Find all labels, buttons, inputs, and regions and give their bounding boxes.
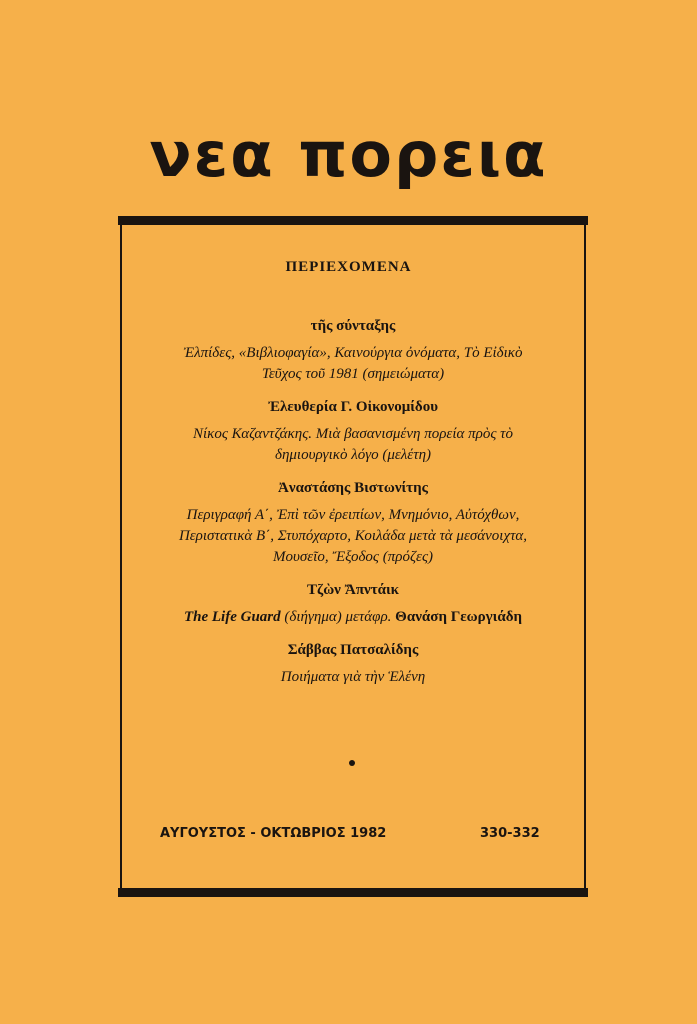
entry-work-title: The Life Guard [183,609,281,625]
entry-work-line: Τεῦχος τοῦ 1981 (σημειώματα) [261,366,445,382]
entry-author: Ἐλευθερία Γ. Οἰκονομίδου [268,399,438,415]
entry-author: Ἀναστάσης Βιστωνίτης [278,480,428,496]
entry-work-line: Ποιήματα γιὰ τὴν Ἑλένη [280,669,426,685]
separator-dot [349,760,355,766]
magazine-masthead: νεα πορεια [149,118,548,191]
bottom-rule [118,888,588,897]
entry-work-line: Περιγραφή Α΄, Ἐπὶ τῶν ἐρειπίων, Μνημόνιο, Αὐτόχθων, [186,507,520,523]
contents-entry [140,480,566,568]
entry-work [140,424,566,466]
contents-entry [140,642,566,688]
entry-work-line: Νίκος Καζαντζάκης. Μιὰ βασανισμένη πορεία πρὸς τὸ [192,426,514,442]
contents-list [140,318,566,702]
entry-work-line: Μουσεῖο, Ἔξοδος (πρόζες) [272,549,434,565]
entry-author: Τζὼν Ἄπντάικ [307,582,399,598]
issue-date: ΑΥΓΟΥΣΤΟΣ - ΟΚΤΩΒΡΙΟΣ 1982 [160,826,387,841]
entry-work-line: Περιστατικὰ Β΄, Στυπόχαρτο, Κοιλάδα μετὰ τὰ μεσάνοιχτα, [178,528,528,544]
entry-work [140,505,566,568]
entry-work-line: δημιουργικὸ λόγο (μελέτη) [274,447,432,463]
entry-work [140,607,566,628]
entry-author: τῆς σύνταξης [310,318,396,334]
issue-number: 330-332 [480,826,540,841]
issue-footer [160,826,550,841]
entry-work [140,343,566,385]
entry-author: Σάββας Πατσαλίδης [287,642,419,658]
contents-heading: ΠΕΡΙΕΧΟΜΕΝΑ [285,259,412,275]
contents-entry [140,318,566,385]
entry-work-line: Ἐλπίδες, «Βιβλιοφαγία», Καινούργια ὀνόματα, Τὸ Εἰδικὸ [183,345,523,361]
contents-entry [140,399,566,466]
entry-work-detail: (διήγημα) μετάφρ. [280,609,396,625]
contents-entry [140,582,566,628]
entry-work [140,667,566,688]
entry-translator: Θανάση Γεωργιάδη [395,609,522,625]
